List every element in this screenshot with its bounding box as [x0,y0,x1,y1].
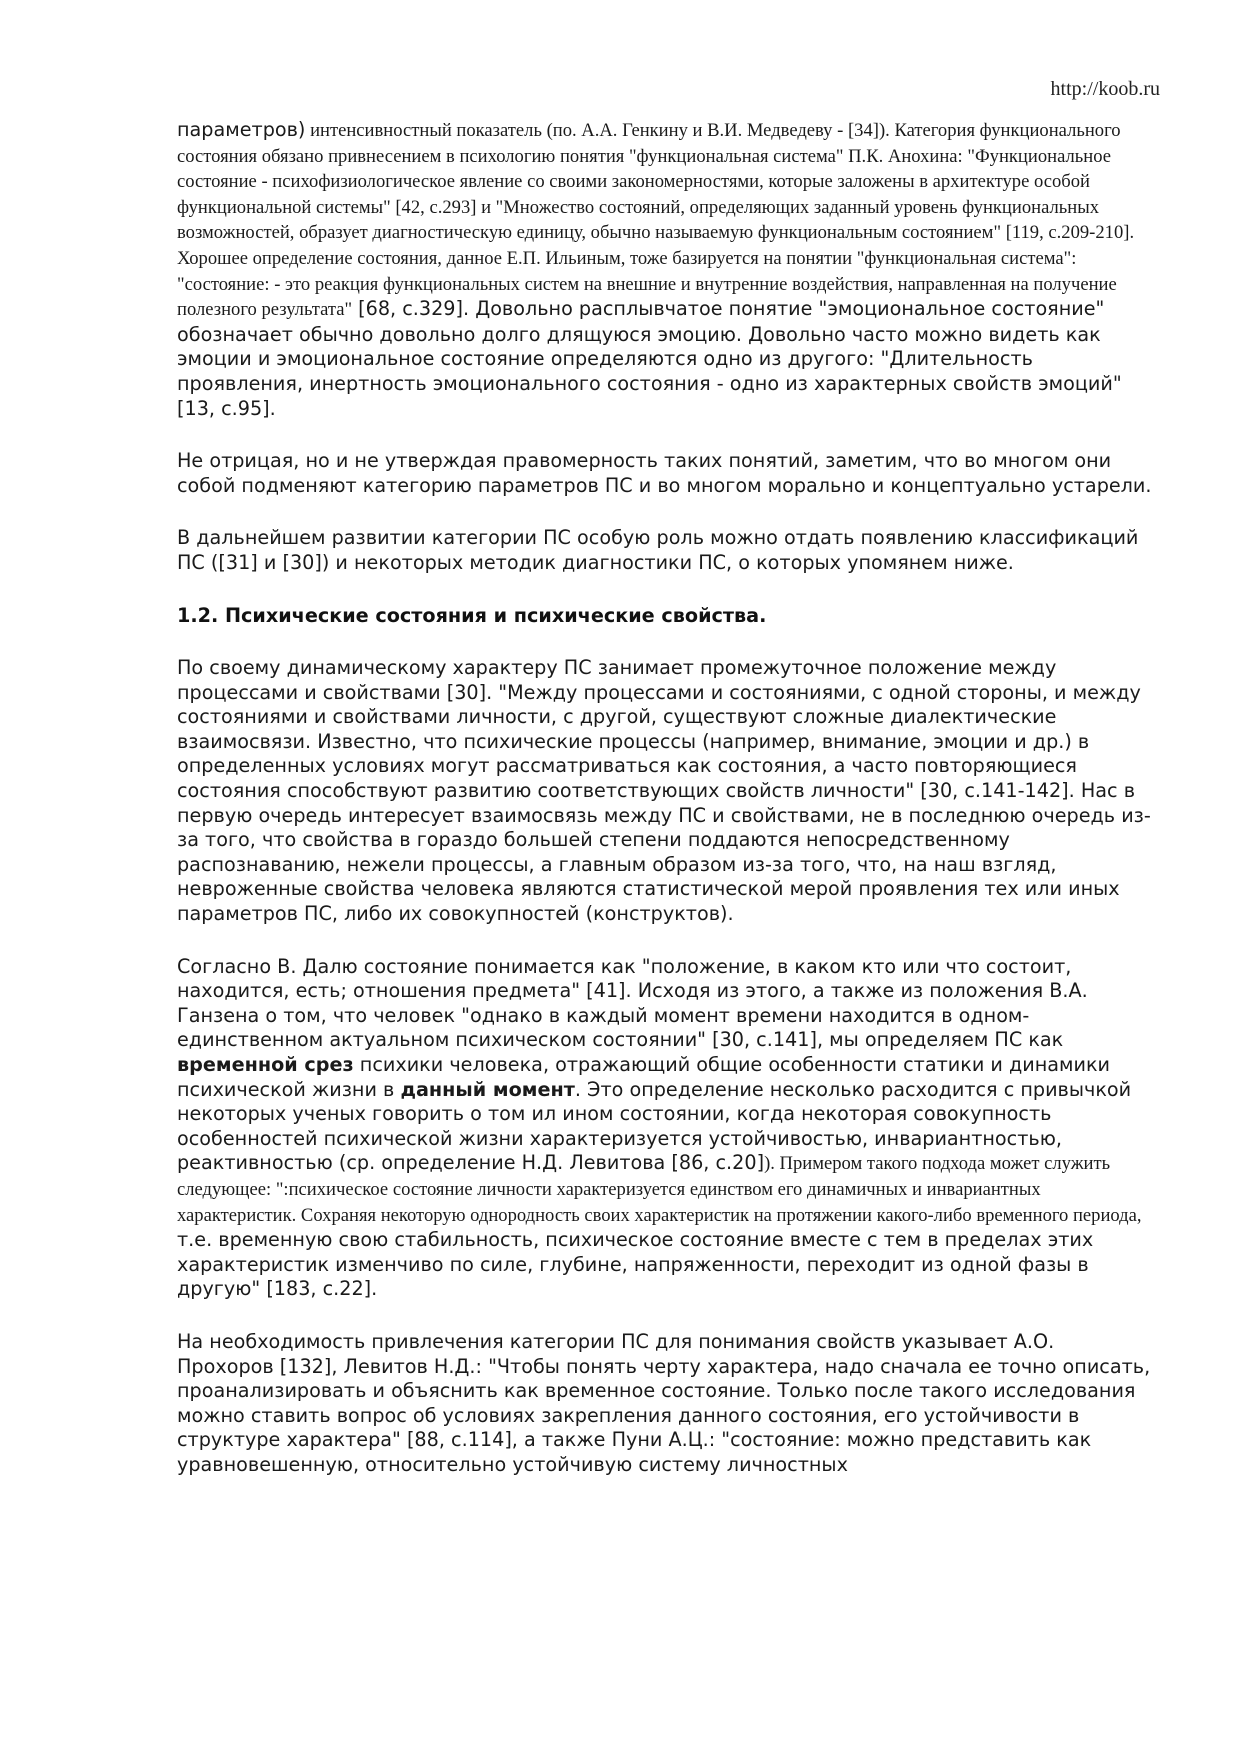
paragraph-4: По своему динамическому характеру ПС занимает промежуточное положение между процессами и свойствами [30]. "Между процессами и состояниями, с одной стороны, и между состояниями и свойствами личности, с другой, существуют сложные диалектические взаимосвязи. Известно, что психические процессы (например, внимание, эмоции и др.) в определенных условиях могут рассматриваться как состояния, а часто повторяющиеся состояния способствуют развитию соответствующих свойств личности" [30, с.141-142]. Нас в первую очередь интересует взаимосвязь между ПС и свойствами, не в последнюю очередь из-за того, что свойства в гораздо большей степени поддаются непосредственному распознаванию, нежели процессы, а главным образом из-за того, что, на наш взгляд, невроженные свойства человека являются статистической мерой проявления тех или иных параметров ПС, либо их совокупностей (конструктов). [177,656,1151,926]
p5-text-1: Согласно В. Далю состояние понимается как "положение, в каком кто или что состоит, находится, есть; отношения предмета" [41]. Исходя из этого, а также из положения В.А. Ганзена о том, что человек "однако в каждый момент времени находится в одном-единственном актуальном психическом состоянии" [30, с.141], мы определяем ПС как [177,954,1088,1052]
header-url: http://koob.ru [1050,78,1160,100]
p1-lead: параметров) [177,118,306,141]
paragraph-2: Не отрицая, но и не утверждая правомерность таких понятий, заметим, что во многом они собой подменяют категорию параметров ПС и во многом морально и концептуально устарели. [177,449,1152,497]
p5-text-3: . Это определение несколько расходится с привычкой некоторых ученых говорить о том ил ином состоянии, когда некоторая совокупность особенностей психической жизни характеризуется устойчивостью, инвариантностью, реактивностью (ср. определение Н.Д. Левитова [86, с.20] [177,1077,1132,1175]
p5-text-4: т.е. временную свою стабильность, психическое состояние вместе с тем в пределах этих характеристик изменчиво по силе, глубине, напряженности, переходит из одной фазы в другую" [183, с.22]. [177,1228,1094,1301]
p5-text-2: психики человека, отражающий общие особенности статики и динамики психической жизни в [177,1053,1111,1101]
page-content [177,118,1152,1506]
section-heading: 1.2. Психические состояния и психические свойства. [177,603,767,627]
p5-quote: ). Примером такого подхода может служить следующее: ":психическое состояние личности характеризуется единством его динамичных и инвариантных характеристик. Сохраняя некоторую однородность своих характеристик на протяжении какого-либо временного периода, [177,1153,1142,1226]
paragraph-3: В дальнейшем развитии категории ПС особую роль можно отдать появлению классификаций ПС ([31] и [30]) и некоторых методик диагностики ПС, о которых упомянем ниже. [177,526,1139,574]
p1-tail: [68, с.329]. Довольно расплывчатое понятие "эмоциональное состояние" обозначает обычно довольно долго длящуюся эмоцию. Довольно часто можно видеть как эмоции и эмоциональное состояние определяются одно из другого: "Длительность проявления, инертность эмоционального состояния - одно из характерных свойств эмоций" [13, с.95]. [177,297,1122,420]
paragraph-5 [177,955,1152,1302]
p5-bold-2: данный момент [400,1077,575,1101]
p1-quote: интенсивностный показатель (по. А.А. Генкину и В.И. Медведеву - [34]). Категория функционального состояния обязано привнесением в психологию понятия "функциональная система" П.К. Анохина: "Функциональное состояние - психофизиологическое явление со своими закономерностями, которые заложены в архитектуре особой функциональной системы" [42, с.293] и "Множество состояний, определяющих заданный уровень функциональных возможностей, образует диагностическую единицу, обычно называемую функциональным состоянием" [119, с.209-210]. Хорошее определение состояния, данное Е.П. Ильиным, тоже базируется на понятии "функциональная система": "состояние: - это реакция функциональных систем на внешние и внутренние воздействия, направленная на получение полезного результата" [177,120,1135,321]
paragraph-1 [177,118,1152,421]
paragraph-6: На необходимость привлечения категории ПС для понимания свойств указывает А.О. Прохоров [132], Левитов Н.Д.: "Чтобы понять черту характера, надо сначала ее точно описать, проанализировать и объяснить как временное состояние. Только после такого исследования можно ставить вопрос об условиях закрепления данного состояния, его устойчивости в структуре характера" [88, с.114], а также Пуни А.Ц.: "состояние: можно представить как уравновешенную, относительно устойчивую систему личностных [177,1329,1151,1476]
p5-bold-1: временной срез [177,1053,354,1076]
